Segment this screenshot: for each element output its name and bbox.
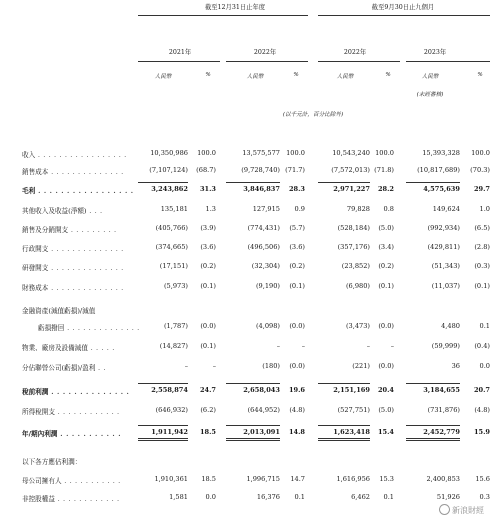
statement-row-label-text: 毛利 xyxy=(22,187,36,195)
percent-cell: 15.6 xyxy=(475,475,490,483)
total-double-rule xyxy=(318,440,370,441)
percent-cell: 0.0 xyxy=(479,362,490,370)
percent-cell: 29.7 xyxy=(473,185,490,193)
total-double-rule xyxy=(406,438,460,439)
statement-row-label xyxy=(22,166,124,176)
amount-cell: 2,971,227 xyxy=(333,185,370,193)
watermark xyxy=(439,504,484,516)
amount-cell: 1,911,942 xyxy=(151,428,188,436)
statement-row-label-text: 所得稅開支 xyxy=(22,408,55,416)
leader-dots: . . . . . . . . . . . xyxy=(61,477,121,485)
subtotal-rule xyxy=(226,182,280,183)
statement-row-label xyxy=(22,205,103,215)
percent-cell: (0.2) xyxy=(378,262,394,270)
percent-cell: 100.0 xyxy=(197,149,216,157)
leader-dots: . . . . . . . . . . . . . . xyxy=(48,264,124,272)
percent-cell: (4.8) xyxy=(474,406,490,414)
amount-cell: (357,176) xyxy=(337,243,370,251)
leader-dots: . . . . . . . . . . . . . . xyxy=(48,284,124,292)
leader-dots: . . . . . . . . . . . xyxy=(57,430,122,438)
leader-dots: . . . . . . . . . . . . . . . . . xyxy=(35,187,134,195)
percent-cell: 18.5 xyxy=(199,428,216,436)
currency-label-1: 人民幣 xyxy=(154,74,172,80)
statement-row-label-text: 研發開支 xyxy=(22,264,49,272)
amount-cell: (6,980) xyxy=(345,282,370,290)
amount-cell: (23,852) xyxy=(341,262,370,270)
percent-cell: (3.9) xyxy=(200,224,216,232)
total-double-rule xyxy=(318,438,370,439)
statement-row-label xyxy=(22,406,120,416)
amount-cell: (51,343) xyxy=(431,262,460,270)
percent-cell: – xyxy=(301,342,305,350)
percent-cell: 0.3 xyxy=(479,493,490,501)
percent-cell: 1.0 xyxy=(479,205,490,213)
subtotal-rule xyxy=(406,383,460,384)
amount-cell: 79,828 xyxy=(346,205,370,213)
percent-cell: (0.2) xyxy=(200,262,216,270)
header-year-2021: 2021年 xyxy=(168,49,192,56)
amount-cell: 10,350,986 xyxy=(150,149,188,157)
percent-cell: 15.9 xyxy=(473,428,490,436)
amount-cell: (374,665) xyxy=(155,243,188,251)
percent-cell: (2.8) xyxy=(474,243,490,251)
statement-row-label xyxy=(22,305,95,315)
statement-row-label-text: 收入 xyxy=(22,151,36,159)
leader-dots: . . . . . . . . . . . . xyxy=(54,408,120,416)
statement-row-label xyxy=(22,185,134,195)
leader-dots: . . . . . . . . . . . . . . xyxy=(64,324,140,332)
percent-cell: (70.3) xyxy=(470,166,490,174)
leader-dots: . . xyxy=(95,364,107,372)
currency-label-4: 人民幣 xyxy=(421,74,439,80)
amount-cell: (7,107,124) xyxy=(149,166,188,174)
amount-cell: (180) xyxy=(262,362,280,370)
percent-cell: (6.5) xyxy=(474,224,490,232)
statement-row-label-text: 虧損撥回 xyxy=(38,324,65,332)
statement-row-label-text: 行政開支 xyxy=(22,245,49,253)
subtotal-rule xyxy=(406,425,460,426)
percent-cell: (0.2) xyxy=(289,262,305,270)
statement-row-label xyxy=(22,224,117,234)
amount-cell: (774,431) xyxy=(247,224,280,232)
percent-cell: (5.0) xyxy=(378,224,394,232)
unit-note: (以千元計，百分比除外) xyxy=(282,112,344,118)
currency-label-3: 人民幣 xyxy=(336,74,354,80)
statement-row-label-text: 金融資產(減值虧損)/減值 xyxy=(22,307,96,315)
percent-cell: (6.2) xyxy=(200,406,216,414)
amount-cell: (221) xyxy=(352,362,370,370)
statement-row-label-text: 物業、廠房及設備減值 xyxy=(22,344,88,352)
percent-cell: (0.1) xyxy=(200,282,216,290)
statement-row xyxy=(0,149,500,162)
amount-cell: 3,243,862 xyxy=(151,185,188,193)
amount-cell: 2,658,043 xyxy=(243,386,280,394)
amount-cell: 2,452,779 xyxy=(423,428,460,436)
amount-cell: 4,575,639 xyxy=(423,185,460,193)
subtotal-rule xyxy=(138,383,188,384)
header-rule-full-year xyxy=(138,15,308,16)
statement-row-label xyxy=(22,386,129,396)
amount-cell: (3,473) xyxy=(345,322,370,330)
statement-row-label xyxy=(22,362,106,372)
header-rule-nine-months xyxy=(318,15,490,16)
percent-cell: (0.4) xyxy=(474,342,490,350)
percent-cell: 14.8 xyxy=(288,428,305,436)
amount-cell: (527,751) xyxy=(337,406,370,414)
statement-row-label xyxy=(22,282,124,292)
year-rule-1 xyxy=(138,61,220,62)
statement-row-label xyxy=(38,322,140,332)
amount-cell: – xyxy=(184,362,188,370)
header-year-2022: 2022年 xyxy=(253,49,277,56)
statement-row xyxy=(0,386,500,399)
percent-cell: (0.1) xyxy=(474,282,490,290)
amount-cell: (429,811) xyxy=(427,243,460,251)
currency-label-2: 人民幣 xyxy=(246,74,264,80)
percent-cell: 31.3 xyxy=(199,185,216,193)
statement-row xyxy=(0,205,500,218)
amount-cell: (646,932) xyxy=(155,406,188,414)
header-year-2022-9m: 2022年 xyxy=(343,49,367,56)
subtotal-rule xyxy=(318,383,370,384)
attribution-row xyxy=(0,475,500,488)
amount-cell: (32,304) xyxy=(251,262,280,270)
total-double-rule xyxy=(226,440,280,441)
percent-cell: – xyxy=(212,362,216,370)
amount-cell: 10,543,240 xyxy=(332,149,370,157)
percent-cell: 0.1 xyxy=(383,493,394,501)
amount-cell: (496,506) xyxy=(247,243,280,251)
amount-cell: (9,728,740) xyxy=(241,166,280,174)
percent-cell: 18.5 xyxy=(201,475,216,483)
amount-cell: (528,184) xyxy=(337,224,370,232)
amount-cell: (11,037) xyxy=(431,282,460,290)
statement-row xyxy=(0,243,500,256)
subtotal-rule xyxy=(318,425,370,426)
amount-cell: 4,480 xyxy=(441,322,460,330)
amount-cell: (7,572,013) xyxy=(331,166,370,174)
statement-row-label-text: 稅前利潤 xyxy=(22,388,49,396)
attribution-heading: 以下各方應佔利潤： xyxy=(22,458,82,466)
percent-cell: 0.1 xyxy=(479,322,490,330)
total-double-rule xyxy=(406,440,460,441)
amount-cell: 1,910,361 xyxy=(154,475,188,483)
total-double-rule xyxy=(226,438,280,439)
percent-cell: 100.0 xyxy=(471,149,490,157)
total-double-rule xyxy=(138,438,188,439)
percent-cell: 28.3 xyxy=(288,185,305,193)
leader-dots: . . . xyxy=(86,207,103,215)
amount-cell: (4,098) xyxy=(255,322,280,330)
percent-cell: 0.8 xyxy=(383,205,394,213)
attribution-row-label xyxy=(22,475,121,485)
amount-cell: (644,952) xyxy=(247,406,280,414)
amount-cell: (14,827) xyxy=(159,342,188,350)
statement-row-label-text: 銷售及分銷開支 xyxy=(22,226,69,234)
pct-label-3: % xyxy=(385,72,391,78)
pct-label-1: % xyxy=(205,72,211,78)
amount-cell: (992,934) xyxy=(427,224,460,232)
leader-dots: . . . . . xyxy=(87,344,115,352)
amount-cell: 2,400,853 xyxy=(426,475,460,483)
watermark-text: 新浪財經 xyxy=(452,506,484,515)
leader-dots: . . . . . . . . . xyxy=(68,226,117,234)
amount-cell: 2,558,874 xyxy=(151,386,188,394)
weibo-logo-icon xyxy=(439,504,450,515)
subtotal-rule xyxy=(406,182,460,183)
statement-row-label xyxy=(22,342,115,352)
subtotal-rule xyxy=(226,425,280,426)
unaudited-label: (未經審核) xyxy=(416,92,444,98)
amount-cell: 15,393,328 xyxy=(422,149,460,157)
percent-cell: (3.6) xyxy=(289,243,305,251)
amount-cell: 135,181 xyxy=(160,205,188,213)
attribution-row-label-text: 非控股權益 xyxy=(22,495,55,503)
year-rule-3 xyxy=(318,61,400,62)
percent-cell: 100.0 xyxy=(286,149,305,157)
statement-row-label xyxy=(22,149,127,159)
amount-cell: 2,151,169 xyxy=(333,386,370,394)
percent-cell: (5.0) xyxy=(378,406,394,414)
statement-row xyxy=(0,342,500,355)
statement-row xyxy=(0,305,500,318)
amount-cell: 51,926 xyxy=(436,493,460,501)
amount-cell: – xyxy=(366,342,370,350)
amount-cell: (1,787) xyxy=(163,322,188,330)
percent-cell: (0.0) xyxy=(289,362,305,370)
percent-cell: (71.8) xyxy=(374,166,394,174)
percent-cell: – xyxy=(390,342,394,350)
percent-cell: (0.1) xyxy=(289,282,305,290)
subtotal-rule xyxy=(318,182,370,183)
percent-cell: (3.4) xyxy=(378,243,394,251)
percent-cell: 0.9 xyxy=(294,205,305,213)
year-rule-4 xyxy=(406,61,490,62)
attribution-row xyxy=(0,493,500,506)
amount-cell: (731,876) xyxy=(427,406,460,414)
percent-cell: 15.3 xyxy=(379,475,394,483)
statement-row xyxy=(0,262,500,275)
percent-cell: (68.7) xyxy=(196,166,216,174)
statement-row-label xyxy=(22,262,124,272)
percent-cell: 0.1 xyxy=(294,493,305,501)
statement-row-label-text: 銷售成本 xyxy=(22,168,49,176)
percent-cell: (5.7) xyxy=(289,224,305,232)
subtotal-rule xyxy=(226,383,280,384)
amount-cell: 3,184,655 xyxy=(423,386,460,394)
statement-row xyxy=(0,166,500,179)
subtotal-rule xyxy=(138,182,188,183)
amount-cell: 3,846,837 xyxy=(243,185,280,193)
leader-dots: . . . . . . . . . . . . . . xyxy=(48,245,124,253)
amount-cell: 1,616,956 xyxy=(336,475,370,483)
attribution-row-label-text: 母公司擁有人 xyxy=(22,477,62,485)
subtotal-rule xyxy=(138,425,188,426)
percent-cell: (0.0) xyxy=(378,322,394,330)
percent-cell: (71.7) xyxy=(285,166,305,174)
amount-cell: 2,013,091 xyxy=(243,428,280,436)
amount-cell: 127,915 xyxy=(252,205,280,213)
statement-row xyxy=(0,224,500,237)
statement-row-label-text: 財務成本 xyxy=(22,284,49,292)
attribution-row-label xyxy=(22,493,120,503)
percent-cell: (0.0) xyxy=(200,322,216,330)
amount-cell: (5,973) xyxy=(163,282,188,290)
amount-cell: (9,190) xyxy=(255,282,280,290)
amount-cell: 1,623,418 xyxy=(333,428,370,436)
amount-cell: 16,376 xyxy=(256,493,280,501)
statement-row xyxy=(0,282,500,295)
pct-label-2: % xyxy=(293,72,299,78)
header-group-full-year: 截至12月31日止年度 xyxy=(204,4,266,11)
total-double-rule xyxy=(138,440,188,441)
percent-cell: 20.7 xyxy=(473,386,490,394)
statement-row xyxy=(0,406,500,419)
statement-row xyxy=(0,322,500,335)
statement-row-label-text: 其他收入及收益(淨額) xyxy=(22,207,87,215)
statement-row-label-text: 分佔聯營公司(虧損)/盈利 xyxy=(22,364,96,372)
percent-cell: (0.1) xyxy=(378,282,394,290)
header-group-nine-months: 截至9月30日止九個月 xyxy=(371,4,435,11)
amount-cell: 1,581 xyxy=(169,493,188,501)
amount-cell: – xyxy=(276,342,280,350)
amount-cell: 36 xyxy=(451,362,460,370)
statement-row-label-text: 年/期內利潤 xyxy=(22,430,58,438)
percent-cell: 15.4 xyxy=(377,428,394,436)
percent-cell: 100.0 xyxy=(375,149,394,157)
percent-cell: 0.0 xyxy=(205,493,216,501)
percent-cell: 1.3 xyxy=(205,205,216,213)
percent-cell: 20.4 xyxy=(377,386,394,394)
statement-row xyxy=(0,185,500,198)
statement-row-label xyxy=(22,428,121,438)
leader-dots: . . . . . . . . . . . . xyxy=(54,495,120,503)
percent-cell: (0.1) xyxy=(200,342,216,350)
leader-dots: . . . . . . . . . . . . . . xyxy=(48,168,124,176)
amount-cell: 1,996,715 xyxy=(246,475,280,483)
leader-dots: . . . . . . . . . . . . . . xyxy=(48,388,130,396)
amount-cell: (17,151) xyxy=(159,262,188,270)
percent-cell: 28.2 xyxy=(377,185,394,193)
amount-cell: 6,462 xyxy=(351,493,370,501)
percent-cell: 14.7 xyxy=(290,475,305,483)
percent-cell: (3.6) xyxy=(200,243,216,251)
statement-row xyxy=(0,362,500,375)
year-rule-2 xyxy=(226,61,308,62)
amount-cell: (405,766) xyxy=(155,224,188,232)
amount-cell: 13,575,577 xyxy=(242,149,280,157)
percent-cell: (0.3) xyxy=(474,262,490,270)
amount-cell: 149,624 xyxy=(432,205,460,213)
percent-cell: 19.6 xyxy=(288,386,305,394)
statement-row-label xyxy=(22,243,124,253)
pct-label-4: % xyxy=(477,72,483,78)
amount-cell: (59,999) xyxy=(431,342,460,350)
leader-dots: . . . . . . . . . . . . . . . . . xyxy=(35,151,127,159)
header-year-2023-9m: 2023年 xyxy=(423,49,447,56)
percent-cell: (0.0) xyxy=(378,362,394,370)
percent-cell: (0.0) xyxy=(289,322,305,330)
percent-cell: 24.7 xyxy=(199,386,216,394)
amount-cell: (10,817,689) xyxy=(417,166,460,174)
percent-cell: (4.8) xyxy=(289,406,305,414)
